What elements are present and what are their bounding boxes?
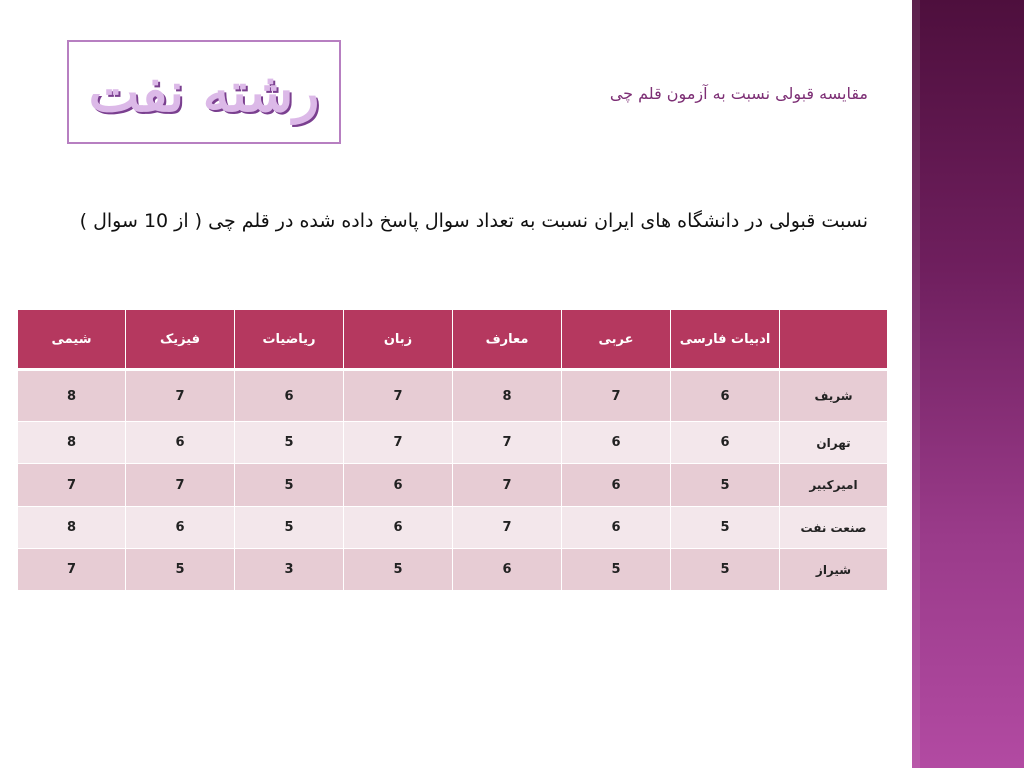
- table-cell: 7: [126, 464, 235, 507]
- table-cell: 8: [18, 507, 126, 549]
- header-physics: فیزیک: [126, 310, 235, 370]
- table-cell: 8: [453, 370, 562, 422]
- table-cell: 6: [126, 507, 235, 549]
- table-cell: 5: [126, 549, 235, 591]
- table-header-row: [18, 310, 888, 370]
- university-name: امیرکبیر: [780, 464, 888, 507]
- admission-table: [17, 309, 888, 591]
- table-cell: 5: [235, 507, 344, 549]
- table-cell: 6: [671, 370, 780, 422]
- table-row: [18, 549, 888, 591]
- table-cell: 8: [18, 370, 126, 422]
- table-cell: 6: [235, 370, 344, 422]
- header-religious-studies: معارف: [453, 310, 562, 370]
- header-chemistry: شیمی: [18, 310, 126, 370]
- slide-title: رشته نفت: [88, 60, 320, 124]
- table-cell: 8: [18, 422, 126, 464]
- table-cell: 6: [453, 549, 562, 591]
- table-row: [18, 422, 888, 464]
- table-cell: 5: [235, 464, 344, 507]
- table-cell: 7: [453, 464, 562, 507]
- table-cell: 7: [453, 507, 562, 549]
- table-row: [18, 464, 888, 507]
- table-cell: 7: [18, 549, 126, 591]
- university-name: شریف: [780, 370, 888, 422]
- table-cell: 5: [671, 549, 780, 591]
- table-row: [18, 370, 888, 422]
- table-cell: 6: [671, 422, 780, 464]
- table-cell: 6: [344, 464, 453, 507]
- table-cell: 5: [344, 549, 453, 591]
- header-persian-literature: ادبیات فارسی: [671, 310, 780, 370]
- title-box: [67, 40, 341, 144]
- table-cell: 6: [562, 464, 671, 507]
- table-cell: 7: [562, 370, 671, 422]
- table-cell: 5: [671, 464, 780, 507]
- table-cell: 7: [344, 422, 453, 464]
- table-row: [18, 507, 888, 549]
- table-cell: 7: [453, 422, 562, 464]
- table-cell: 6: [344, 507, 453, 549]
- table-cell: 6: [562, 422, 671, 464]
- table-cell: 5: [671, 507, 780, 549]
- university-name: تهران: [780, 422, 888, 464]
- decorative-side-bar: [912, 0, 1024, 768]
- table-cell: 7: [126, 370, 235, 422]
- table-cell: 7: [344, 370, 453, 422]
- header-mathematics: ریاضیات: [235, 310, 344, 370]
- header-arabic: عربی: [562, 310, 671, 370]
- university-name: شیراز: [780, 549, 888, 591]
- table-cell: 3: [235, 549, 344, 591]
- table-cell: 5: [235, 422, 344, 464]
- table-cell: 6: [562, 507, 671, 549]
- table-description: نسبت قبولی در دانشگاه های ایران نسبت به تعداد سوال پاسخ داده شده در قلم چی ( از 10 سوال ): [79, 210, 868, 232]
- table-cell: 7: [18, 464, 126, 507]
- header-language: زبان: [344, 310, 453, 370]
- university-name: صنعت نفت: [780, 507, 888, 549]
- table-cell: 6: [126, 422, 235, 464]
- slide-subtitle: مقایسه قبولی نسبت به آزمون قلم چی: [609, 84, 868, 103]
- table-cell: 5: [562, 549, 671, 591]
- header-corner: [780, 310, 888, 370]
